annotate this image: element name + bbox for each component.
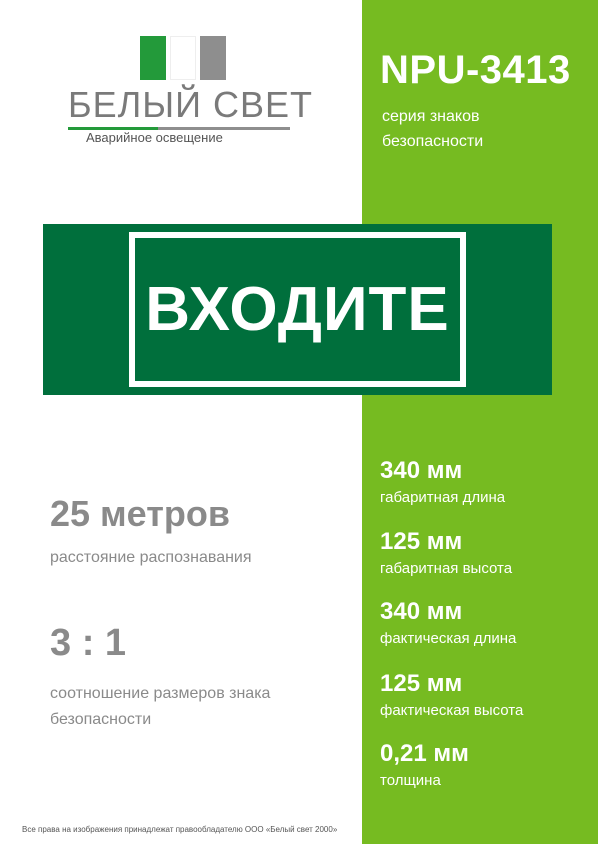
ratio-value: 3 : 1: [50, 622, 127, 664]
product-series: серия знаков безопасности: [382, 108, 484, 150]
brand-tagline: Аварийное освещение: [86, 130, 223, 145]
sign-text: ВХОДИТЕ: [145, 275, 450, 344]
product-model: NPU-3413: [380, 48, 571, 92]
spec-value: 125 мм: [380, 528, 463, 555]
spec-actual-height: [380, 669, 523, 721]
spec-label: габаритная длина: [380, 489, 506, 506]
spec-value: 340 мм: [380, 457, 463, 484]
spec-value: 0,21 мм: [380, 740, 469, 767]
spec-overall-length: [380, 456, 505, 508]
spec-thickness: [380, 739, 469, 791]
spec-value: 340 мм: [380, 598, 463, 625]
copyright-notice: Все права на изображения принадлежат правообладателю ООО «Белый свет 2000»: [22, 825, 338, 834]
spec-value: 125 мм: [380, 670, 463, 697]
distance-label: расстояние распознавания: [50, 549, 252, 566]
ratio-label: соотношение размеров знака безопасности: [50, 685, 271, 728]
distance-value: 25 метров: [50, 493, 230, 534]
safety-sign: [43, 224, 552, 395]
logo-gray-bar: [200, 36, 226, 80]
spec-actual-length: [380, 597, 516, 649]
spec-label: фактическая длина: [380, 630, 517, 647]
logo-green-bar: [140, 36, 166, 80]
spec-label: габаритная высота: [380, 560, 513, 577]
logo-white-bar: [170, 36, 196, 80]
spec-label: фактическая высота: [380, 702, 524, 719]
spec-label: толщина: [380, 772, 441, 789]
brand-name: БЕЛЫЙ СВЕТ: [68, 84, 314, 125]
brand-logo: [62, 36, 314, 146]
spec-overall-height: [380, 527, 512, 579]
